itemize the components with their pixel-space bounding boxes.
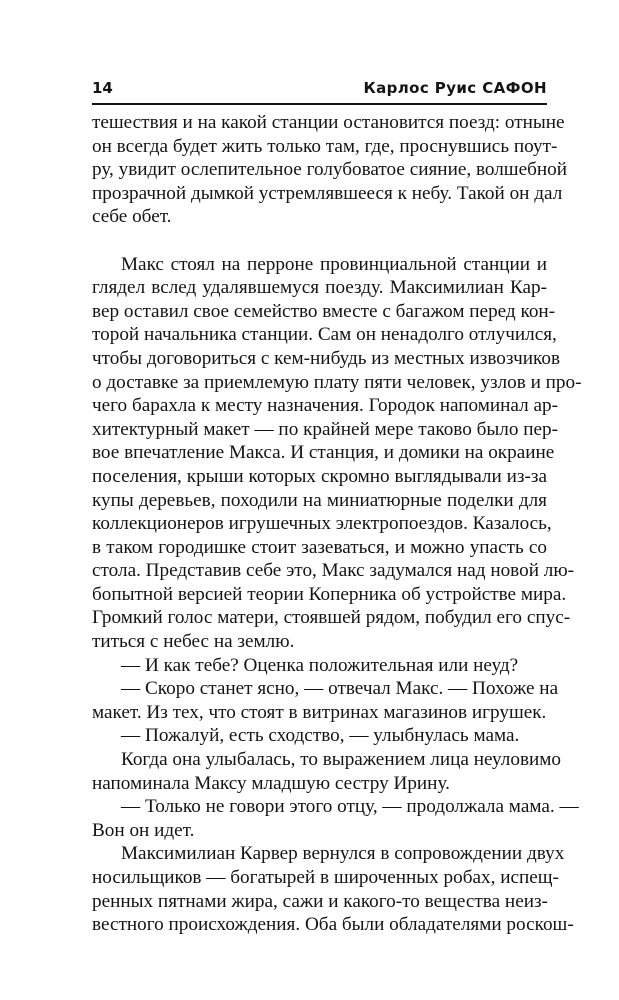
text-line: в таком городишке стоит зазеваться, и можно упасть со <box>92 536 547 558</box>
text-line: бопытной версией теории Коперника об устройстве мира. <box>92 583 567 605</box>
text-line: Макс стоял на перроне провинциальной станции и <box>121 253 547 275</box>
text-line: титься с небес на землю. <box>92 631 295 653</box>
text-line: напоминала Максу младшую сестру Ирину. <box>92 772 450 794</box>
text-line: Максимилиан Карвер вернулся в сопровождении двух <box>121 843 565 865</box>
text-line: ру, увидит ослепительное голубоватое сияние, волшебной <box>92 159 567 181</box>
header-rule <box>92 103 547 105</box>
text-line: носильщиков — богатырей в широченных робах, испещ- <box>92 867 559 888</box>
text-line: о доставке за приемлемую плату пяти человек, узлов и про- <box>92 371 582 393</box>
text-line: себе обет. <box>92 206 172 228</box>
text-line: он всегда будет жить только там, где, проснувшись поут- <box>92 135 558 157</box>
book-author: Карлос Руис САФОН <box>363 79 547 97</box>
text-line: — И как тебе? Оценка положительная или неуд? <box>121 654 519 676</box>
text-line: поселения, крыши которых скромно выглядывали из-за <box>92 465 547 487</box>
text-line: Когда она улыбалась, то выражением лица неуловимо <box>121 749 562 771</box>
text-line: стола. Представив себе это, Макс задумался над новой лю- <box>92 560 575 582</box>
text-line: хитектурный макет — по крайней мере таково было пер- <box>92 418 558 440</box>
text-line: прозрачной дымкой устремлявшееся к небу. Такой он дал <box>92 182 563 204</box>
text-line: — Скоро станет ясно, — отвечал Макс. — Похоже на <box>121 678 559 700</box>
text-line: ренных пятнами жира, сажи и какого-то вещества неиз- <box>92 890 548 912</box>
text-line: вое впечатление Макса. И станция, и домики на окраине <box>92 442 555 464</box>
text-line: торой начальника станции. Сам он ненадолго отлучился, <box>92 324 557 346</box>
text-line: тешествия и на какой станции остановится поезд: отныне <box>92 112 565 133</box>
text-line: Вон он идет. <box>92 819 195 841</box>
page-number: 14 <box>92 79 113 97</box>
text-line: вер оставил свое семейство вместе с багажом перед кон- <box>92 300 556 322</box>
section-break <box>92 229 547 253</box>
text-line: коллекционеров игрушечных электропоездов. Казалось, <box>92 513 552 535</box>
text-line: вестного происхождения. Оба были обладателями роскош- <box>92 914 574 936</box>
text-line: глядел вслед удалявшемуся поезду. Максимилиан Кар- <box>92 277 547 299</box>
text-line: чтобы договориться с кем-нибудь из местных извозчиков <box>92 347 561 369</box>
text-line: Громкий голос матери, стоявшей рядом, побудил его спус- <box>92 607 571 629</box>
text-line: макет. Из тех, что стоят в витринах магазинов игрушек. <box>92 701 547 723</box>
text-line: купы деревьев, походили на миниатюрные поделки для <box>92 489 547 511</box>
running-head <box>92 76 547 100</box>
body-text <box>92 111 582 937</box>
text-line: — Пожалуй, есть сходство, — улыбнулась мама. <box>121 725 520 747</box>
text-line: — Только не говори этого отцу, — продолжала мама. — <box>121 796 579 818</box>
text-line: чего барахла к месту назначения. Городок напоминал ар- <box>92 395 558 417</box>
